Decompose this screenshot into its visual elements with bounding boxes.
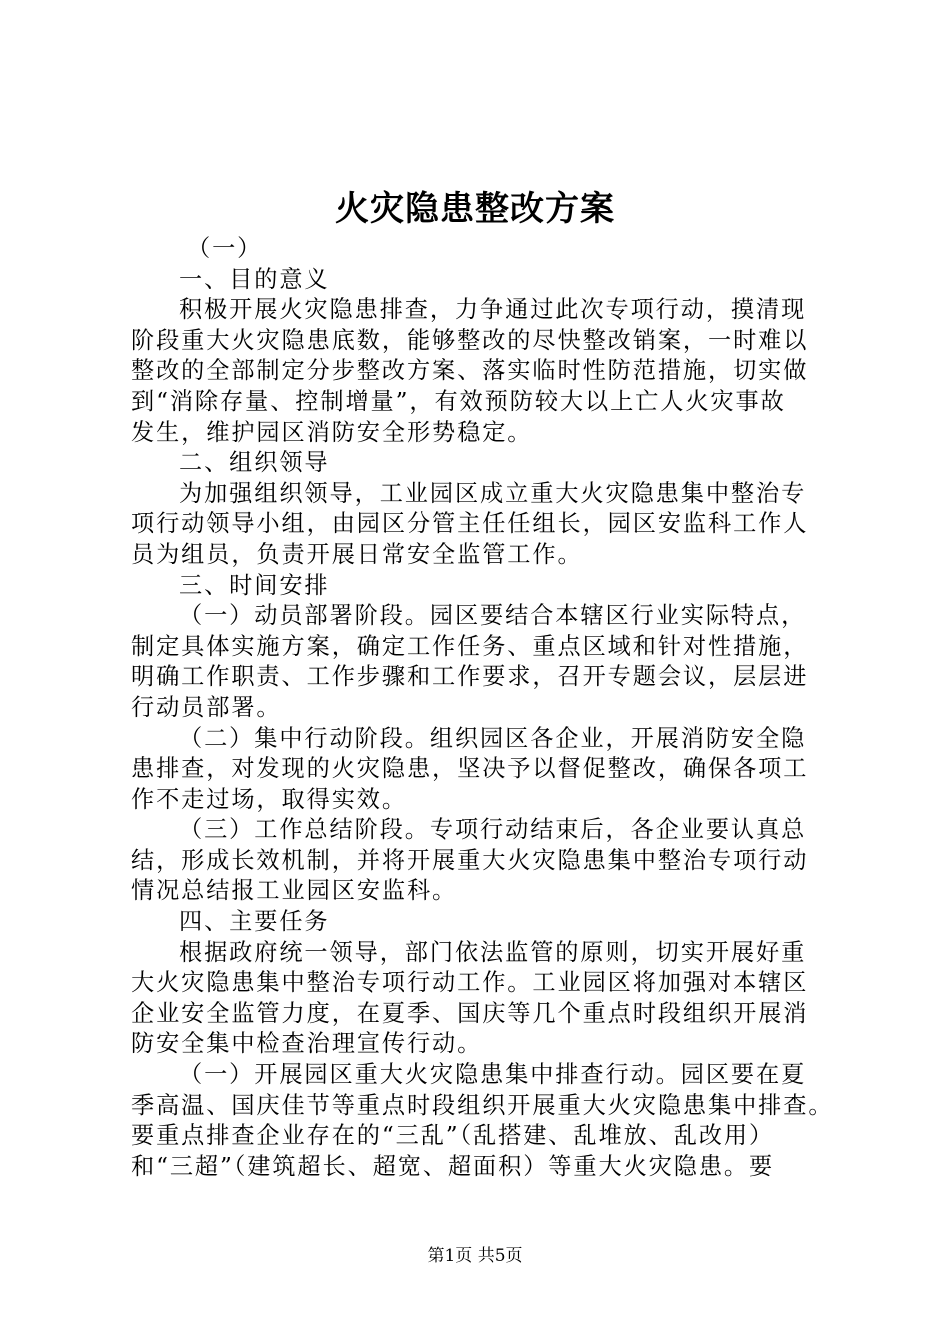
section-heading: 四、主要任务 <box>179 908 330 936</box>
section-heading: 一、目的意义 <box>179 265 330 293</box>
paragraph-line: 发生，维护园区消防安全形势稳定。 <box>131 418 533 446</box>
page-number-footer: 第1页 共5页 <box>427 1246 523 1266</box>
paragraph-line: 要重点排查企业存在的“三乱”（乱搭建、乱堆放、乱改用） <box>131 1122 775 1150</box>
paragraph-line: 项行动领导小组，由园区分管主任任组长，园区安监科工作人 <box>131 510 809 538</box>
paragraph-line: 根据政府统一领导，部门依法监管的原则，切实开展好重 <box>179 938 807 966</box>
paragraph-line: 到“消除存量、控制增量”，有效预防较大以上亡人火灾事故 <box>131 387 786 415</box>
section-heading: 二、组织领导 <box>179 449 330 477</box>
paragraph-line: 制定具体实施方案，确定工作任务、重点区域和针对性措施， <box>131 632 809 660</box>
paragraph-line: 情况总结报工业园区安监科。 <box>131 877 458 905</box>
document-title: 火灾隐患整改方案 <box>335 189 615 229</box>
paragraph-line: （二）集中行动阶段。组织园区各企业，开展消防安全隐 <box>179 724 807 752</box>
paragraph-line: 为加强组织领导，工业园区成立重大火灾隐患集中整治专 <box>179 479 807 507</box>
paragraph-line: 患排查，对发现的火灾隐患，坚决予以督促整改，确保各项工 <box>131 755 809 783</box>
paragraph-line: 大火灾隐患集中整治专项行动工作。工业园区将加强对本辖区 <box>131 969 809 997</box>
paragraph-line: 作不走过场，取得实效。 <box>131 785 407 813</box>
paragraph-line: 员为组员，负责开展日常安全监管工作。 <box>131 540 583 568</box>
paragraph-line: （一）动员部署阶段。园区要结合本辖区行业实际特点， <box>179 602 807 630</box>
paragraph-line: 和“三超”（建筑超长、超宽、超面积）等重大火灾隐患。要 <box>131 1152 775 1180</box>
paragraph-line: 积极开展火灾隐患排查，力争通过此次专项行动，摸清现 <box>179 296 807 324</box>
section-heading: 三、时间安排 <box>179 571 330 599</box>
paragraph-line: 防安全集中检查治理宣传行动。 <box>131 1030 483 1058</box>
paragraph-line: 行动员部署。 <box>131 693 282 721</box>
paragraph-line: 企业安全监管力度，在夏季、国庆等几个重点时段组织开展消 <box>131 999 809 1027</box>
paragraph-line: 季高温、国庆佳节等重点时段组织开展重大火灾隐患集中排查。 <box>131 1091 834 1119</box>
section-number: （一） <box>187 235 263 262</box>
document-body <box>131 234 843 1182</box>
paragraph-line: 明确工作职责、工作步骤和工作要求，召开专题会议，层层进 <box>131 663 809 691</box>
paragraph-line: 结，形成长效机制，并将开展重大火灾隐患集中整治专项行动 <box>131 846 809 874</box>
paragraph-line: （一）开展园区重大火灾隐患集中排查行动。园区要在夏 <box>179 1061 807 1089</box>
paragraph-line: （三）工作总结阶段。专项行动结束后，各企业要认真总 <box>179 816 807 844</box>
paragraph-line: 阶段重大火灾隐患底数，能够整改的尽快整改销案，一时难以 <box>131 326 809 354</box>
paragraph-line: 整改的全部制定分步整改方案、落实临时性防范措施，切实做 <box>131 357 809 385</box>
